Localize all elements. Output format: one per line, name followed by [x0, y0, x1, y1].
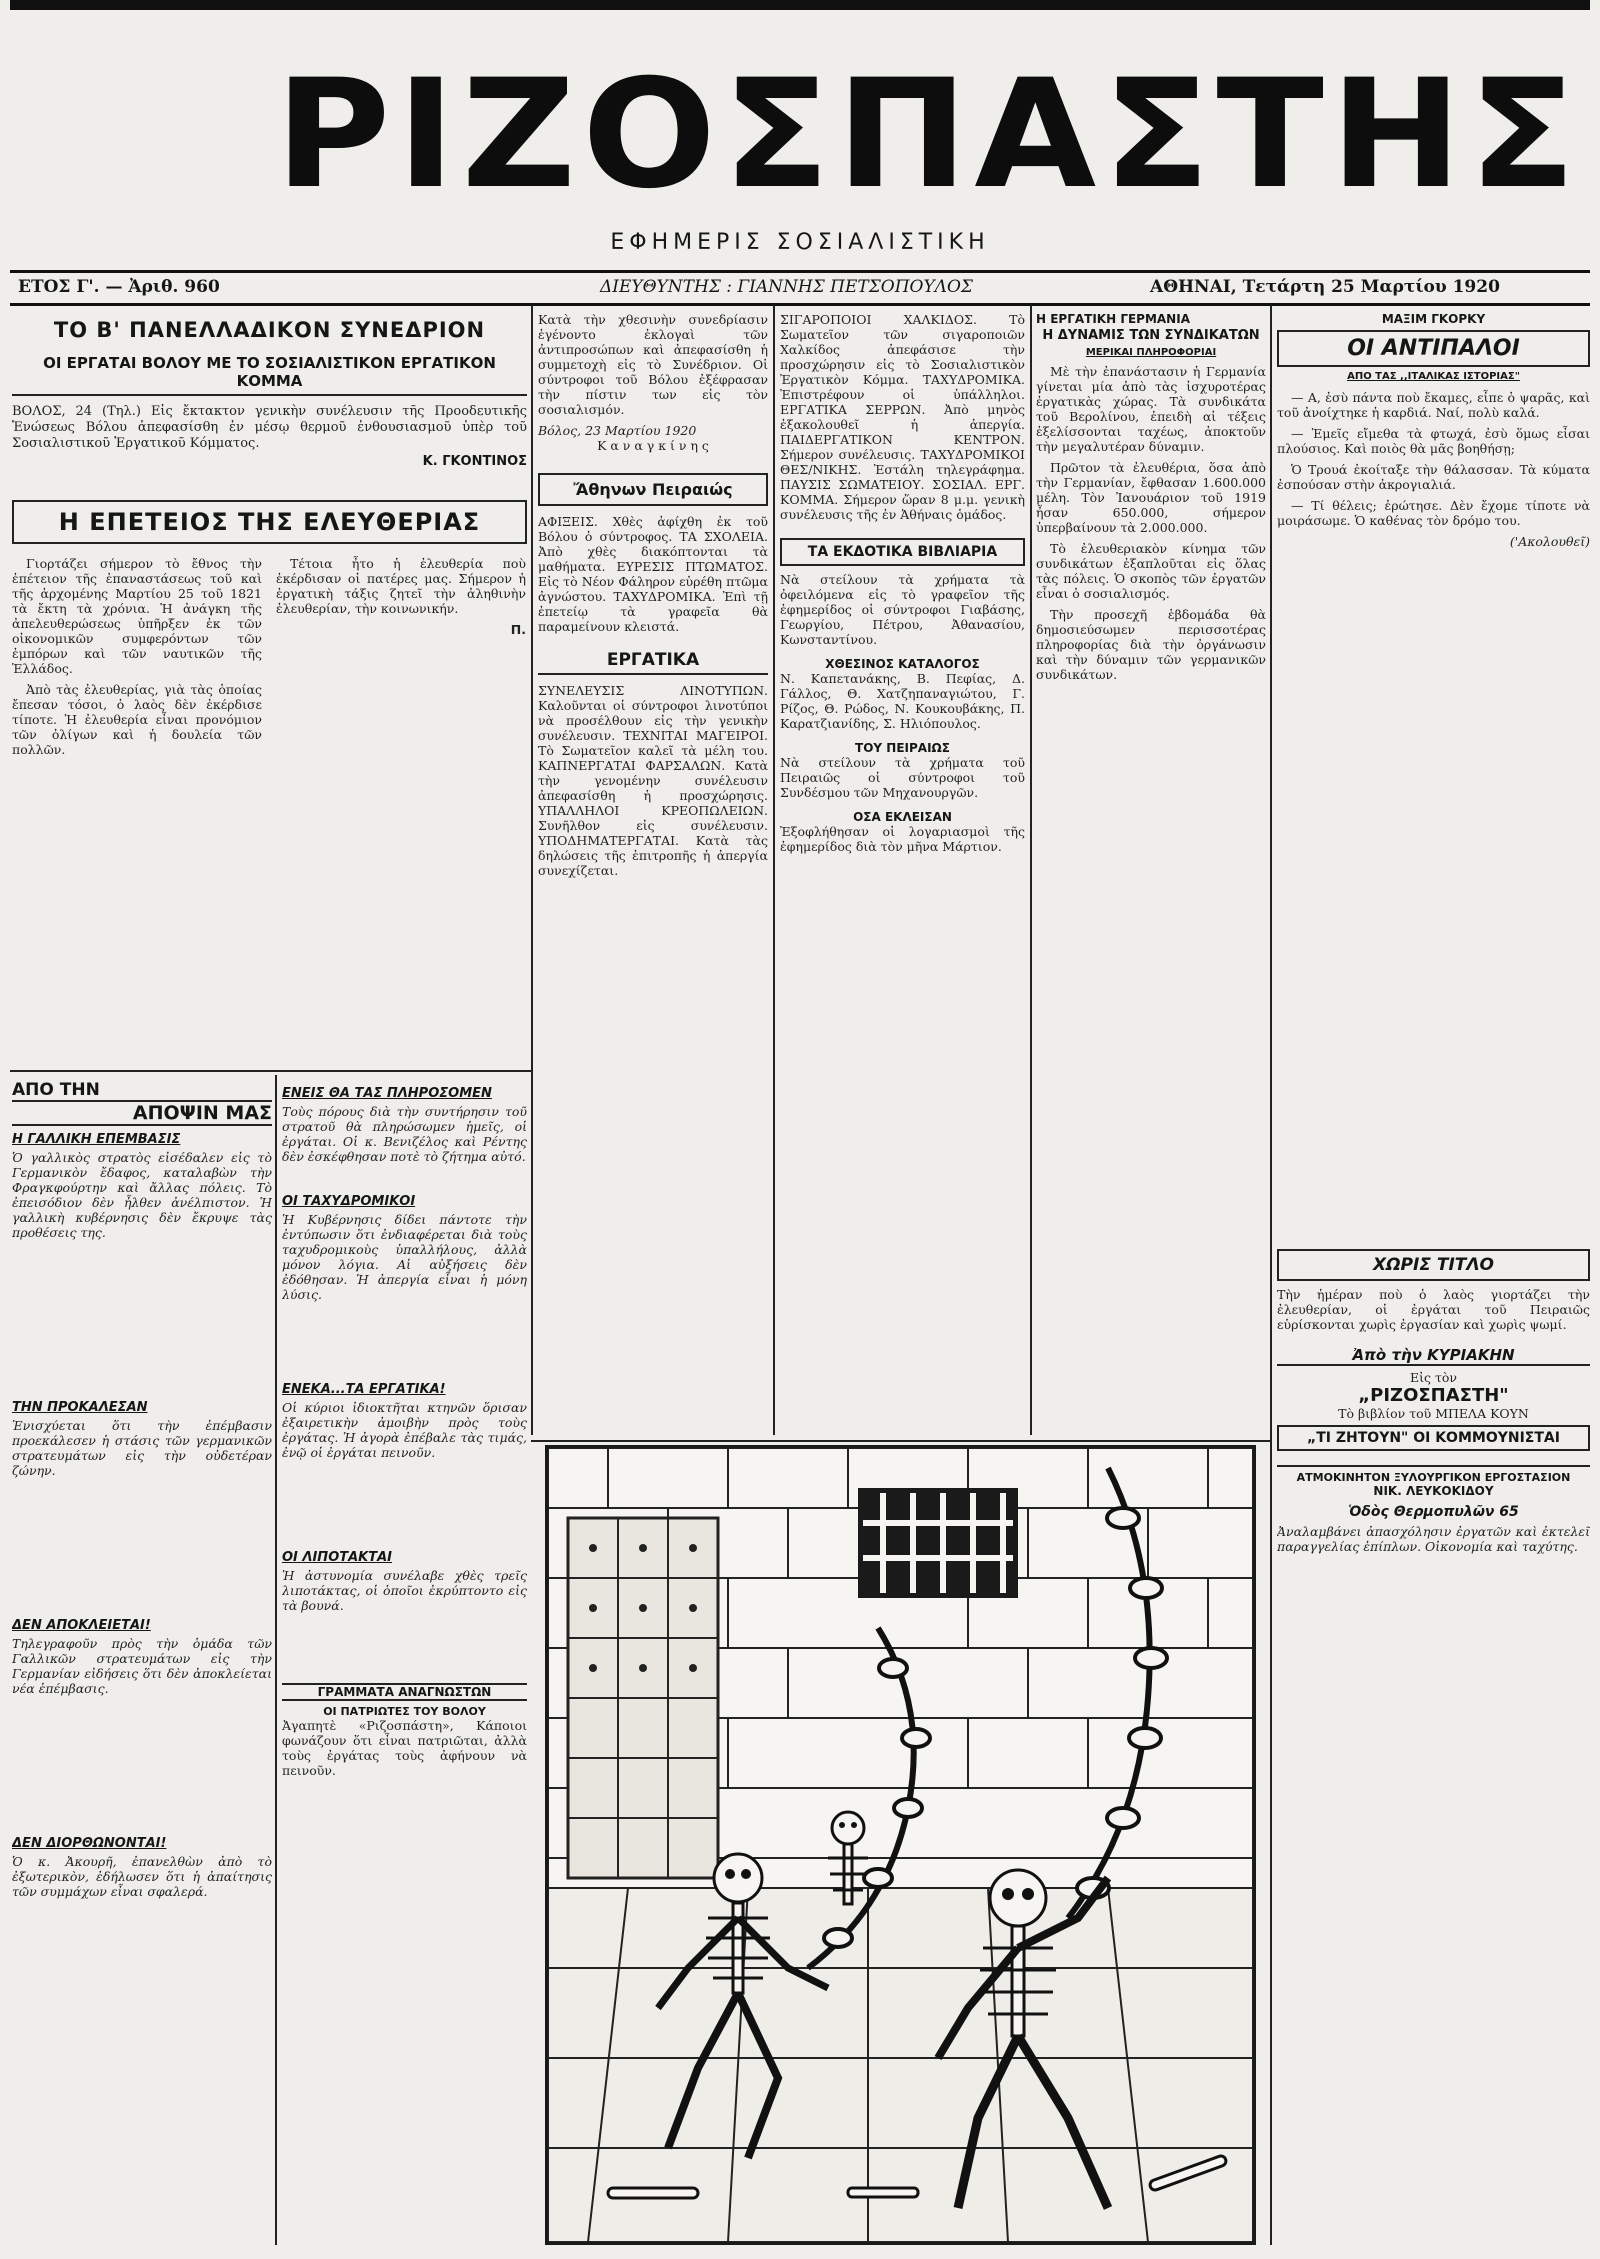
- story-paragraph: Ὁ Τρουά ἐκοίταξε τὴν θάλασσαν. Τὰ κύματα ἐσπούσαν στὴν ἀκρογιαλιά.: [1277, 462, 1590, 492]
- ad-address: Ὁδὸς Θερμοπυλῶν 65: [1348, 1504, 1519, 1520]
- editorial-paragraph: Ἀπὸ τὰς ἐλευθερίας, γιὰ τὰς ὁποίας ἔπεσαν τόσοι, ὁ λαὸς δὲν ἐκέρδισε τίποτε. Ἡ ἐλευθερία εἶναι προνόμιον τῶν ὀλίγων καὶ ἡ δουλεία τῶν πολλῶν.: [12, 682, 262, 757]
- column-two-text: Κατὰ τὴν χθεσινὴν συνεδρίασιν ἐγένοντο ἐκλογαὶ τῶν ἀντιπροσώπων καὶ ἀπεφασίσθη ἡ συμμετοχὴ εἰς τὸ Συνέδριον. Οἱ σύντροφοι τοῦ Βόλου ἐξέφρασαν τὴν πίστιν των εἰς τὸν σοσιαλισμόν.: [538, 312, 768, 417]
- editorial: [12, 500, 527, 1065]
- newspaper-subtitle: ΕΦΗΜΕΡΙΣ ΣΟΣΙΑΛΙΣΤΙΚΗ: [610, 230, 990, 255]
- story-paragraph: — Τί θέλεις; ἐρώτησε. Δὲν ἔχομε τίποτε νὰ μοιράσωμε. Ὁ καθένας τὸν δρόμο του.: [1277, 498, 1590, 528]
- letters-text: Ἀγαπητὲ «Ριζοσπάστη», Κάποιοι φωνάζουν ὅτι εἶναι πατριῶται, ἀλλὰ τοὺς ἐργάτας τοὺς ἀφήνουν νὰ πεινοῦν.: [282, 1718, 527, 1778]
- story-paragraph: — Ἐμεῖς εἴμεθα τὰ φτωχά, ἐσὺ ὅμως εἶσαι πλούσιος. Καὶ ποιὸς θὰ μᾶς βοηθήσῃ;: [1277, 426, 1590, 456]
- notes-heading: ΟΙ ΤΑΧΥΔΡΟΜΙΚΟΙ: [282, 1194, 416, 1209]
- germany-paragraph: Τὴν προσεχῆ ἑβδομάδα θὰ δημοσιεύσωμεν περισσοτέρας πληροφορίας διὰ τὴν ὀργάνωσιν καὶ τὴν δύναμιν τῶν γερμανικῶν συνδικάτων.: [1036, 607, 1266, 682]
- opinion-section-heading: ΔΕΝ ΔΙΟΡΘΩΝΟΝΤΑΙ!: [12, 1836, 167, 1851]
- piraeus-list-text: Νὰ στείλουν τὰ χρήματα τοῦ Πειραιῶς οἱ σύντροφοι τοῦ Συνδέσμου τῶν Μηχανουργῶν.: [780, 755, 1025, 800]
- story-continued: ('Ακολουθεῖ): [1509, 534, 1590, 549]
- books-text: Νὰ στείλουν τὰ χρήματα τὰ ὀφειλόμενα εἰς τὸ γραφεῖον τῆς ἐφημερίδος οἱ σύντροφοι Γιαβάσης, Γεωργίου, Πέτρου, Ἀθανασίου, Κωνσταντίνου.: [780, 572, 1025, 647]
- opinion-column: [12, 1080, 272, 2245]
- ergatika-headline: ΕΡΓΑΤΙΚΑ: [538, 650, 768, 675]
- ad-headline: ΑΤΜΟΚΙΝΗΤΟΝ ΞΥΛΟΥΡΓΙΚΟΝ ΕΡΓΟΣΤΑΣΙΟΝ: [1277, 1465, 1590, 1484]
- piraeus-text: ΑΦΙΞΕΙΣ. Χθὲς ἀφίχθη ἐκ τοῦ Βόλου ὁ σύντροφος. ΤΑ ΣΧΟΛΕΙΑ. Ἀπὸ χθὲς διακόπτονται τὰ μαθήματα. ΕΥΡΕΣΙΣ ΠΤΩΜΑΤΟΣ. Εἰς τὸ Νέον Φάληρον εὑρέθη πτῶμα ἀγνώστου. ΤΑΧΥΔΡΟΜΙΚΑ. Ἐπὶ τῇ ἐπετείῳ τὰ γραφεῖα θὰ παραμείνουν κλειστά.: [538, 514, 768, 634]
- piraeus-headline: Ἄθηνων Πειραιώς: [538, 473, 768, 506]
- closed-headline: ΟΣΑ ΕΚΛΕΙΣΑΝ: [853, 810, 952, 824]
- column-two-signature: Κ α ν α γ κ ί ν η ς: [597, 438, 709, 453]
- germany-subheadline: Η ΔΥΝΑΜΙΣ ΤΩΝ ΣΥΝΔΙΚΑΤΩΝ: [1042, 328, 1260, 343]
- sunday-book: Τὸ βιβλίον τοῦ ΜΠΕΛΑ ΚΟΥΝ: [1338, 1406, 1529, 1421]
- editorial-paragraph: Τέτοια ἦτο ἡ ἐλευθερία ποὺ ἐκέρδισαν οἱ πατέρες μας. Σήμερον ἡ ἐργατικὴ τάξις ζητεῖ τὴν ἀληθινὴν ἐλευθερίαν, τὴν κοινωνικήν.: [276, 556, 526, 616]
- masthead: [0, 30, 1600, 255]
- opinion-label-top: ΑΠΟ ΤΗΝ: [12, 1080, 272, 1102]
- books-headline: ΤΑ ΕΚΔΟΤΙΚΑ ΒΙΒΛΙΑΡΙΑ: [780, 538, 1025, 566]
- sunday-in: Εἰς τὸν: [1409, 1370, 1458, 1385]
- notes-text: Τοὺς πόρους διὰ τὴν συντήρησιν τοῦ στρατοῦ θὰ πληρώσωμεν ἡμεῖς, οἱ ἐργάται. Οἱ κ. Βενιζέλος καὶ Ρέντης δὲν ἐσκέφθησαν ποτὲ τὸ ζήτημα αὐτό.: [282, 1104, 527, 1164]
- germany-paragraph: Μὲ τὴν ἐπανάστασιν ἡ Γερμανία γίνεται μία ἀπὸ τὰς ἰσχυροτέρας ἐργατικὰς χώρας. Τὰ συνδικάτα τοῦ Βερολίνου, ἐπειδὴ αἱ τέξεις ἐξελίσσονται ταχέως, ἀποκτοῦν τὴν μεγαλυτέραν δύναμιν.: [1036, 364, 1266, 454]
- notes-heading: ΟΙ ΛΙΠΟΤΑΚΤΑΙ: [282, 1550, 393, 1565]
- piraeus-list-headline: ΤΟΥ ΠΕΙΡΑΙΩΣ: [855, 741, 950, 755]
- notitle-text: Τὴν ἡμέραν ποὺ ὁ λαὸς γιορτάζει τὴν ἐλευθερίαν, οἱ ἐργάται τοῦ Πειραιῶς εὑρίσκονται χωρὶς ἐργασίαν καὶ χωρὶς ψωμί.: [1277, 1287, 1590, 1332]
- germany-paragraph: Τὸ ἐλευθεριακὸν κίνημα τῶν συνδικάτων ἐξαπλοῦται εἰς ὅλας τὰς πόλεις. Ὁ σκοπὸς τῶν ἐργατῶν εἶναι ὁ σοσιαλισμός.: [1036, 541, 1266, 601]
- editorial-signature: Π.: [510, 622, 526, 637]
- sunday-label: Ἀπὸ τὴν ΚΥΡΙΑΚΗΝ: [1277, 1346, 1590, 1366]
- story-headline: ΟΙ ΑΝΤΙΠΑΛΟΙ: [1277, 330, 1590, 367]
- lead-headline: ΤΟ Β' ΠΑΝΕΛΛΑΔΙΚΟΝ ΣΥΝΕΔΡΙΟΝ: [53, 318, 486, 342]
- opinion-label-bottom: ΑΠΟΨΙΝ ΜΑΣ: [12, 1102, 272, 1126]
- opinion-section-heading: ΤΗΝ ΠΡΟΚΑΛΕΣΑΝ: [12, 1400, 148, 1415]
- lead-dispatch: ΒΟΛΟΣ, 24 (Τηλ.) Εἰς ἔκτακτον γενικὴν συνέλευσιν τῆς Προοδευτικῆς Ἑνώσεως Βόλου ἀπεφασίσθη ἐν μέσῳ θερμοῦ ἐνθουσιασμοῦ ὑπὲρ τοῦ Σοσιαλιστικοῦ Ἐργατικοῦ Κόμματος.: [12, 404, 527, 451]
- opinion-section-text: Τηλεγραφοῦν πρὸς τὴν ὁμάδα τῶν Γαλλικῶν στρατευμάτων εἰς τὴν Γερμανίαν εἰδήσεις ὅτι δὲν ἀποκλείεται νέα ἐπέμβασις.: [12, 1636, 272, 1696]
- right-column: [1277, 312, 1590, 2247]
- issue-number: ΕΤΟΣ Γ'. — Ἀριθ. 960: [18, 277, 220, 297]
- top-rule: [10, 0, 1590, 10]
- lead-signature: Κ. ΓΚΟΝΤΙΝΟΣ: [422, 454, 527, 469]
- sunday-paper: „ΡΙΖΟΣΠΑΣΤΗ": [1358, 1385, 1509, 1406]
- story-author: ΜΑΞΙΜ ΓΚΟΡΚΥ: [1381, 312, 1486, 326]
- notes-text: Οἱ κύριοι ἰδιοκτῆται κτηνῶν ὅρισαν ἐξαιρετικὴν ἀμοιβὴν πρὸς τοὺς ἐργάτας. Ἡ ἀγορὰ ἐπέβαλε τὰς τιμάς, ἐνῷ οἱ ἐργάται πεινοῦν.: [282, 1400, 527, 1460]
- column-two-signoff: Βόλος, 23 Μαρτίου 1920: [538, 423, 697, 438]
- germany-kicker: ΜΕΡΙΚΑΙ ΠΛΗΡΟΦΟΡΙΑΙ: [1085, 347, 1217, 358]
- notes-column: [282, 1080, 527, 2245]
- issue-date: ΑΘΗΝΑΙ, Τετάρτη 25 Μαρτίου 1920: [1150, 277, 1500, 297]
- letters-heading: ΓΡΑΜΜΑΤΑ ΑΝΑΓΝΩΣΤΩΝ: [282, 1683, 527, 1701]
- lead-article: [12, 312, 527, 507]
- story-paragraph: — Α, ἐσὺ πάντα ποὺ ἔκαμες, εἶπε ὁ ψαρᾶς, καὶ τοῦ ἀνοίχτηκε ἡ καρδιά. Ναί, πολὺ καλά.: [1277, 390, 1590, 420]
- column-two: [538, 312, 768, 1437]
- cartoon: [545, 1445, 1256, 2245]
- letters-subheading: ΟΙ ΠΑΤΡΙΩΤΕΣ ΤΟΥ ΒΟΛΟΥ: [323, 1705, 486, 1718]
- notes-heading: ΕΝΕΙΣ ΘΑ ΤΑΣ ΠΛΗΡΟΣΟΜΕΝ: [282, 1086, 492, 1101]
- ad-name: ΝΙΚ. ΛΕΥΚΟΚΙΔΟΥ: [1373, 1484, 1494, 1498]
- notes-text: Ἡ ἀστυνομία συνέλαβε χθὲς τρεῖς λιποτάκτας, οἱ ὁποῖοι ἐκρύπτοντο εἰς τὰ βουνά.: [282, 1568, 527, 1613]
- notes-heading: ΕΝΕΚΑ...ΤΑ ΕΡΓΑΤΙΚΑ!: [282, 1382, 446, 1397]
- sunday-title: „ΤΙ ΖΗΤΟΥΝ" ΟΙ ΚΟΜΜΟΥΝΙΣΤΑΙ: [1277, 1425, 1590, 1451]
- editorial-headline: Η ΕΠΕΤΕΙΟΣ ΤΗΣ ΕΛΕΥΘΕΡΙΑΣ: [12, 500, 527, 544]
- newspaper-title: ΡΙΖΟΣΠΑΣΤΗΣ: [275, 48, 1583, 222]
- list-headline: ΧΘΕΣΙΝΟΣ ΚΑΤΑΛΟΓΟΣ: [825, 657, 980, 671]
- germany-article: [1036, 312, 1266, 1437]
- column-three-text: ΣΙΓΑΡΟΠΟΙΟΙ ΧΑΛΚΙΔΟΣ. Τὸ Σωματεῖον τῶν σιγαροποιῶν Χαλκίδος ἀπεφάσισε τὴν προσχώρησιν εἰς τὸ Σοσιαλιστικὸν Ἐργατικὸν Κόμμα. ΤΑΧΥΔΡΟΜΙΚΑ. Ἐπιστρέφουν οἱ ὑπάλληλοι. ΕΡΓΑΤΙΚΑ ΣΕΡΡΩΝ. Ἀπὸ μηνὸς ἐξακολουθεῖ ἡ ἀπεργία. ΠΑΙΔΕΡΓΑΤΙΚΟΝ ΚΕΝΤΡΟΝ. Σήμερον συνέλευσις. ΤΑΧΥΔΡΟΜΙΚΟΙ ΘΕΣ/ΝΙΚΗΣ. Ἐστάλη τηλεγράφημα. ΠΑΥΣΙΣ ΣΩΜΑΤΕΙΟΥ. ΣΟΣΙΑΛ. ΕΡΓ. ΚΟΜΜΑ. Σήμερον ὥραν 8 μ.μ. γενικὴ συνέλευσις τῆς ἐν Ἀθήναις ὁμάδος.: [780, 312, 1025, 522]
- editorial-paragraph: Γιορτάζει σήμερον τὸ ἔθνος τὴν ἐπέτειον τῆς ἐπαναστάσεως τοῦ καὶ τῆς ἀρχομένης Μαρτίου 25 τοῦ 1821 τὰ ἔκτη τὰ χρόνια. Ἡ ἀνάγκη τῆς ἀπελευθερώσεως ὑπῆρξεν ἐκ τῶν οἰκονομικῶν συμφερόντων τῶν ἐμπόρων καὶ τῶν ναυτικῶν τῆς Ἑλλάδος.: [12, 556, 262, 676]
- ad-text: Ἀναλαμβάνει ἀπασχόλησιν ἐργατῶν καὶ ἐκτελεῖ παραγγελίας ἐπίπλων. Οἰκονομία καὶ ταχύτης.: [1277, 1524, 1590, 1554]
- issue-bar: [10, 270, 1590, 306]
- opinion-section-text: Ὁ γαλλικὸς στρατὸς εἰσέδαλεν εἰς τὸ Γερμανικὸν ἔδαφος, καταλαβὼν τὴν Φραγκφούρτην καὶ ἄλλας πόλεις. Τὸ ἐπεισόδιον δὲν ἦλθεν ἀνέλπιστον. Ἡ γαλλικὴ κυβέρνησις δὲν ἔκρυψε τὰς προθέσεις της.: [12, 1150, 272, 1240]
- opinion-section-heading: ΔΕΝ ΑΠΟΚΛΕΙΕΤΑΙ!: [12, 1618, 151, 1633]
- germany-headline: Η ΕΡΓΑΤΙΚΗ ΓΕΡΜΑΝΙΑ: [1036, 312, 1190, 326]
- opinion-section-text: Ὁ κ. Ἀκουρῆ, ἐπανελθὼν ἀπὸ τὸ ἐξωτερικὸν, ἐδήλωσεν ὅτι ἡ ἀπαίτησις τῶν συμμάχων εἶναι σφαλερά.: [12, 1854, 272, 1899]
- director-line: ΔΙΕΥΘΥΝΤΗΣ : ΓΙΑΝΝΗΣ ΠΕΤΣΟΠΟΥΛΟΣ: [600, 277, 973, 297]
- germany-paragraph: Πρῶτον τὰ ἐλευθέρια, ὅσα ἀπὸ τὴν Γερμανίαν, ἔφθασαν 1.600.000 μέλη. Τὸν Ἰανουάριον τοῦ 1919 ἦσαν 650.000, σήμερον ὑπερβαίνουν τὰ 2.000.000.: [1036, 460, 1266, 535]
- prison-skeleton-illustration: [548, 1448, 1253, 2242]
- notitle-headline: ΧΩΡΙΣ ΤΙΤΛΟ: [1277, 1249, 1590, 1281]
- closed-text: Ἐξοφλήθησαν οἱ λογαριασμοὶ τῆς ἐφημερίδος διὰ τὸν μῆνα Μάρτιον.: [780, 824, 1025, 854]
- story-source: ΑΠΟ ΤΑΣ ,,ΙΤΑΛΙΚΑΣ ΙΣΤΟΡΙΑΣ": [1347, 371, 1520, 382]
- column-three: [780, 312, 1025, 1437]
- notes-text: Ἡ Κυβέρνησις δίδει πάντοτε τὴν ἐντύπωσιν ὅτι ἐνδιαφέρεται διὰ τοὺς ταχυδρομικοὺς ὑπαλλήλους, ἀλλὰ μόνον λόγια. Αἱ αὐξήσεις δὲν ἐδόθησαν. Ἡ ἀπεργία εἶναι ἡ μόνη λύσις.: [282, 1212, 527, 1302]
- list-text: Ν. Καπετανάκης, Β. Πεφίας, Δ. Γάλλος, Θ. Χατζηπαναγιώτου, Γ. Ρίζος, Θ. Ρώδος, Ν. Κουκουβάκης, Π. Καρατζιανίδης, Σ. Ηλιόπουλος.: [780, 671, 1025, 731]
- lead-subheadline: ΟΙ ΕΡΓΑΤΑΙ ΒΟΛΟΥ ΜΕ ΤΟ ΣΟΣΙΑΛΙΣΤΙΚΟΝ ΕΡΓΑΤΙΚΟΝ ΚΟΜΜΑ: [12, 354, 527, 396]
- opinion-section-text: Ἐνισχύεται ὅτι τὴν ἐπέμβασιν προεκάλεσεν ἡ στάσις τῶν γερμανικῶν στρατευμάτων εἰς τὴν οὐδετέραν ζώνην.: [12, 1418, 272, 1478]
- ergatika-text: ΣΥΝΕΛΕΥΣΙΣ ΛΙΝΟΤΥΠΩΝ. Καλοῦνται οἱ σύντροφοι λινοτύποι νὰ προσέλθουν εἰς τὴν γενικὴν συνέλευσιν. ΤΕΧΝΙΤΑΙ ΜΑΓΕΙΡΟΙ. Τὸ Σωματεῖον καλεῖ τὰ μέλη του. ΚΑΠΝΕΡΓΑΤΑΙ ΦΑΡΣΑΛΩΝ. Κατὰ τὴν γενομένην συνέλευσιν ἀπεφασίσθη ἡ προσχώρησις. ΥΠΑΛΛΗΛΟΙ ΚΡΕΟΠΩΛΕΙΩΝ. Συνῆλθον εἰς συνέλευσιν. ΥΠΟΔΗΜΑΤΕΡΓΑΤΑΙ. Κατὰ τὰς δηλώσεις τῆς ἐπιτροπῆς ἡ ἀπεργία συνεχίζεται.: [538, 683, 768, 878]
- opinion-section-heading: Η ΓΑΛΛΙΚΗ ΕΠΕΜΒΑΣΙΣ: [12, 1132, 181, 1147]
